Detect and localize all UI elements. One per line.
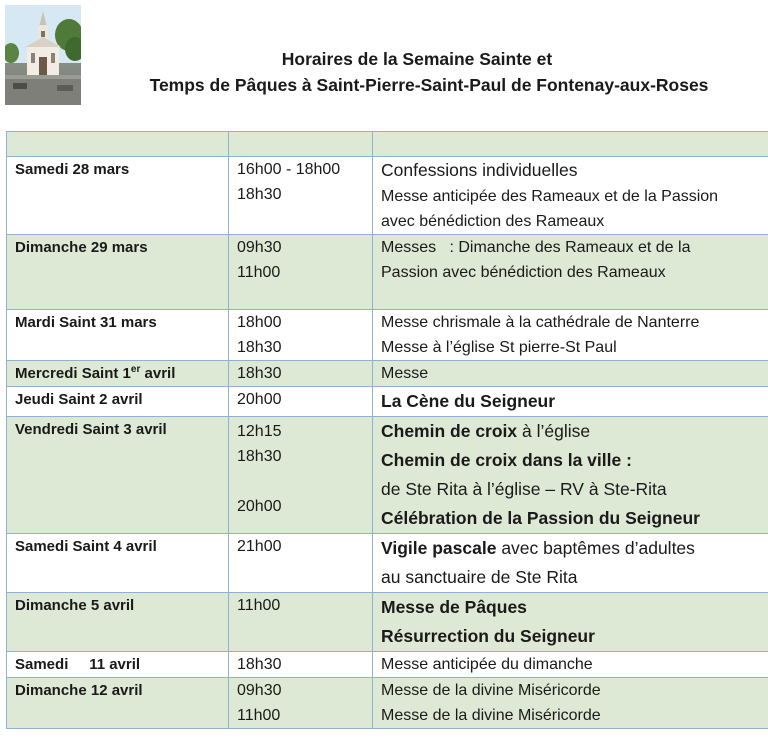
event-cell [373, 678, 768, 729]
header-cell [7, 132, 229, 157]
time-label: 18h30 [237, 339, 282, 356]
time-cell [229, 534, 373, 593]
day-cell [7, 361, 229, 387]
event-label-bold: Vigile pascale [381, 538, 497, 558]
event-label: Célébration de la Passion du Seigneur [381, 508, 700, 528]
time-cell [229, 593, 373, 652]
time-label: 18h30 [237, 448, 282, 465]
time-cell [229, 652, 373, 678]
table-row [7, 534, 768, 593]
event-label: Messes : Dimanche des Rameaux et de la [381, 239, 691, 256]
day-cell [7, 678, 229, 729]
event-label: Chemin de croix dans la ville : [381, 450, 632, 470]
time-label: 21h00 [237, 538, 282, 555]
event-label: Messe de Pâques [381, 597, 527, 617]
event-label: Messe de la divine Miséricorde [381, 682, 601, 699]
time-cell [229, 417, 373, 534]
table-row [7, 235, 768, 310]
day-label-month: avril [140, 365, 176, 382]
event-cell [373, 593, 768, 652]
event-cell [373, 652, 768, 678]
event-label: Messe [381, 365, 429, 382]
day-label: Jeudi Saint 2 avril [15, 391, 143, 408]
event-cell [373, 235, 768, 310]
time-label: 11h00 [237, 707, 281, 724]
day-cell [7, 417, 229, 534]
time-label: 09h30 [237, 682, 282, 699]
day-cell [7, 157, 229, 235]
header-row [7, 132, 768, 157]
day-label: Dimanche 5 avril [15, 597, 135, 614]
title-line-1: Horaires de la Semaine Sainte et [281, 49, 553, 69]
event-cell [373, 534, 768, 593]
page-title [90, 46, 768, 98]
event-label-rest: à l’église [517, 421, 591, 441]
time-label: 16h00 - 18h00 [237, 161, 341, 178]
table-row [7, 361, 768, 387]
event-label [381, 417, 768, 446]
event-label: Messe à l’église St pierre-St Paul [381, 339, 617, 356]
time-label: 09h30 [237, 239, 282, 256]
day-label: Vendredi Saint 3 avril [15, 421, 167, 438]
time-label: 11h00 [237, 597, 281, 614]
table-row [7, 652, 768, 678]
time-cell [229, 678, 373, 729]
day-label: Dimanche 29 mars [15, 239, 148, 256]
event-label: Messe chrismale à la cathédrale de Nanterre [381, 314, 700, 331]
day-label: Samedi Saint 4 avril [15, 538, 157, 555]
time-label: 18h30 [237, 365, 282, 382]
time-label: 20h00 [237, 498, 282, 515]
table-row [7, 593, 768, 652]
event-cell [373, 387, 768, 417]
event-label: au sanctuaire de Ste Rita [381, 567, 578, 587]
day-label: Mardi Saint 31 mars [15, 314, 157, 331]
event-label: Confessions individuelles [381, 160, 578, 180]
table-row [7, 387, 768, 417]
title-line-2: Temps de Pâques à Saint-Pierre-Saint-Paul de Fontenay-aux-Roses [149, 75, 709, 95]
table-row [7, 417, 768, 534]
time-cell [229, 361, 373, 387]
table-row [7, 678, 768, 729]
time-label: 11h00 [237, 264, 281, 281]
day-cell [7, 593, 229, 652]
event-label-bold: Chemin de croix [381, 421, 518, 441]
day-cell [7, 310, 229, 361]
day-label [15, 365, 175, 382]
time-cell [229, 235, 373, 310]
event-label: de Ste Rita à l’église – RV à Ste-Rita [381, 479, 667, 499]
event-cell [373, 361, 768, 387]
day-cell [7, 235, 229, 310]
event-label: avec bénédiction des Rameaux [381, 213, 605, 230]
event-label: Passion avec bénédiction des Rameaux [381, 264, 666, 281]
event-label-rest: avec baptêmes d’adultes [496, 538, 695, 558]
table-row [7, 157, 768, 235]
table-row [7, 310, 768, 361]
event-label [381, 534, 768, 563]
day-cell [7, 387, 229, 417]
time-label: 18h00 [237, 314, 282, 331]
time-cell [229, 387, 373, 417]
day-label-main: Mercredi Saint 1 [15, 365, 131, 382]
day-label: Dimanche 12 avril [15, 682, 143, 699]
day-label: Samedi 28 mars [15, 161, 130, 178]
event-label: Messe de la divine Miséricorde [381, 707, 601, 724]
time-cell [229, 310, 373, 361]
event-label: Messe anticipée des Rameaux et de la Passion [381, 188, 719, 205]
time-cell [229, 157, 373, 235]
event-label: Messe anticipée du dimanche [381, 656, 593, 673]
day-cell [7, 534, 229, 593]
header-cell [373, 132, 768, 157]
event-cell [373, 310, 768, 361]
time-label: 18h30 [237, 186, 282, 203]
time-label: 20h00 [237, 391, 282, 408]
event-label: La Cène du Seigneur [381, 391, 556, 411]
time-label: 18h30 [237, 656, 282, 673]
day-label: Samedi 11 avril [15, 656, 141, 673]
event-cell [373, 157, 768, 235]
event-label: Résurrection du Seigneur [381, 626, 595, 646]
day-cell [7, 652, 229, 678]
day-label-ordinal: er [130, 364, 141, 375]
time-label: 12h15 [237, 423, 282, 440]
schedule-table [6, 131, 768, 729]
header-cell [229, 132, 373, 157]
event-cell [373, 417, 768, 534]
